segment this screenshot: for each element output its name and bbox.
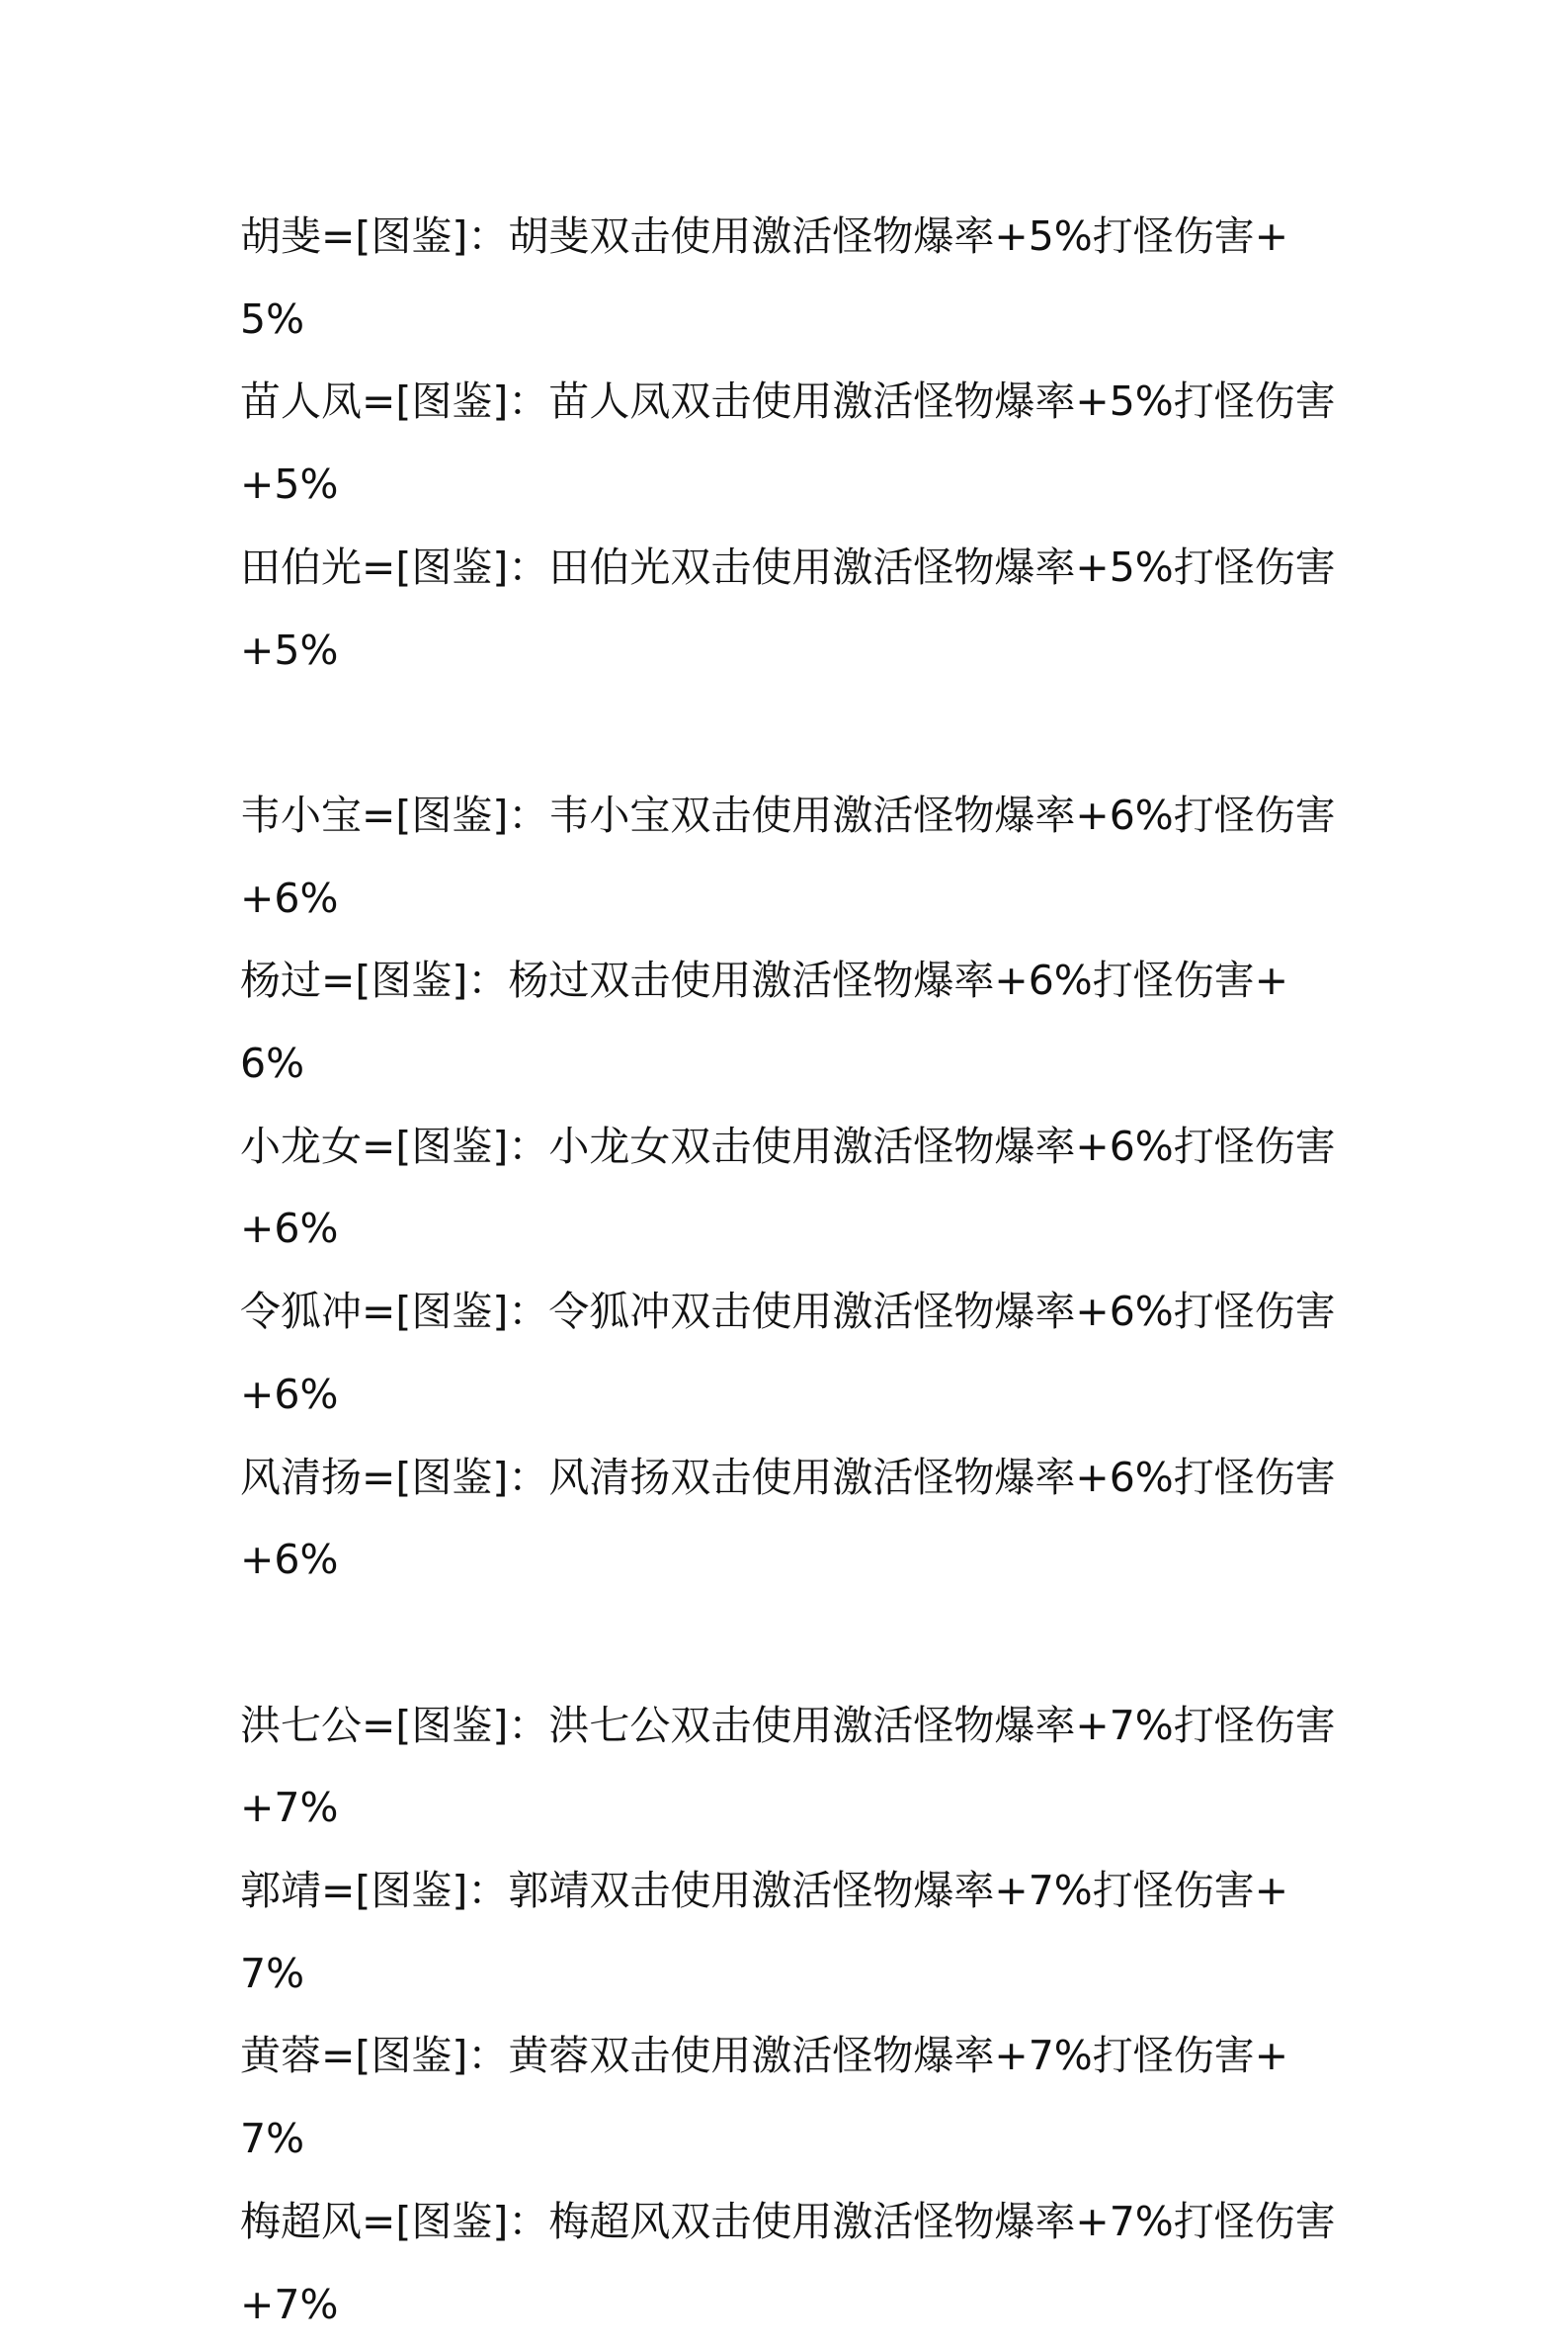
item-group-6-percent [240,775,1347,1602]
entry-xiao-longnv: 小龙女=[图鉴]：小龙女双击使用激活怪物爆率+6%打怪伤害+6% [240,1122,1336,1253]
entry-hong-qigong: 洪七公=[图鉴]：洪七公双击使用激活怪物爆率+7%打怪伤害+7% [240,1701,1336,1832]
entry-yang-guo: 杨过=[图鉴]：杨过双击使用激活怪物爆率+6%打怪伤害+6% [240,957,1289,1088]
entry-hu-fei: 胡斐=[图鉴]：胡斐双击使用激活怪物爆率+5%打怪伤害+5% [240,212,1289,343]
entry-linghu-chong: 令狐冲=[图鉴]：令狐冲双击使用激活怪物爆率+6%打怪伤害+6% [240,1288,1336,1418]
entry-wei-xiaobao: 韦小宝=[图鉴]：韦小宝双击使用激活怪物爆率+6%打怪伤害+6% [240,791,1336,922]
entry-huang-rong: 黄蓉=[图鉴]：黄蓉双击使用激活怪物爆率+7%打怪伤害+7% [240,2032,1289,2163]
item-group-7-percent [240,1685,1347,2346]
entry-tian-boguang: 田伯光=[图鉴]：田伯光双击使用激活怪物爆率+5%打怪伤害+5% [240,543,1336,674]
item-group-5-percent [240,196,1347,692]
entry-miao-renfeng: 苗人凤=[图鉴]：苗人凤双击使用激活怪物爆率+5%打怪伤害+5% [240,377,1336,509]
entry-mei-chaofeng: 梅超风=[图鉴]：梅超风双击使用激活怪物爆率+7%打怪伤害+7% [240,2197,1336,2328]
document-body [240,196,1347,2346]
entry-guo-jing: 郭靖=[图鉴]：郭靖双击使用激活怪物爆率+7%打怪伤害+7% [240,1867,1289,1997]
entry-feng-qingyang: 风清扬=[图鉴]：风清扬双击使用激活怪物爆率+6%打怪伤害+6% [240,1453,1336,1584]
